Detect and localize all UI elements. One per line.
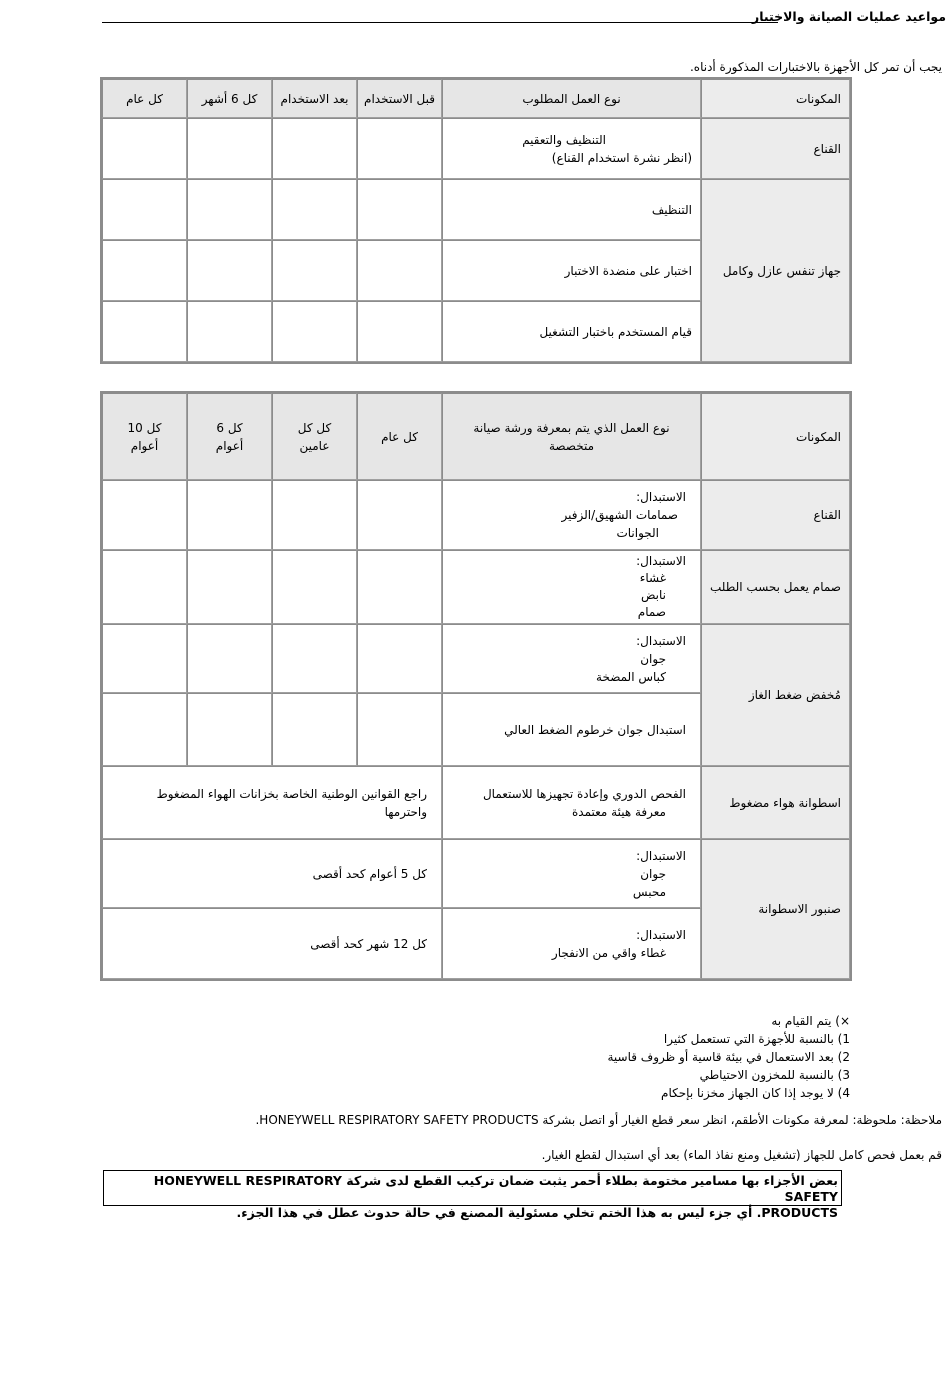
remark-text: ملاحظة: ملحوظة: لمعرفة مكونات الأطقم، انظر سعر قطع الغيار أو اتصل بشركة HONEYWELL RESPIRATORY SAFETY PRODUCTS. — [255, 1113, 942, 1127]
component-air-cylinder: اسطوانة هواء مضغوط — [701, 766, 850, 839]
component-cylinder-valve: صنبور الاسطوانة — [701, 839, 850, 979]
cell — [187, 550, 272, 624]
component-pressure-reducer: مُخفض ضغط الغاز — [701, 624, 850, 766]
warning-line: بعض الأجزاء بها مسامير مختومة بطلاء أحمر يثبت ضمان تركيب القطع لدى شركة HONEYWELL RESPIRATORY SAFETY — [153, 1173, 838, 1204]
header-after-use: بعد الاستخدام — [272, 79, 357, 118]
check-instruction: قم بعمل فحص كامل للجهاز (تشغيل ومنع نفاذ الماء) بعد أي استبدال لقطع الغيار. — [541, 1148, 942, 1162]
cell — [102, 693, 187, 766]
table-row — [102, 624, 850, 693]
table-row — [102, 839, 850, 908]
cell — [357, 301, 442, 362]
cell — [357, 693, 442, 766]
header-work-type: نوع العمل المطلوب — [442, 79, 701, 118]
table-row — [102, 480, 850, 550]
cell — [357, 624, 442, 693]
cell — [272, 301, 357, 362]
cell — [272, 240, 357, 301]
header-every-year: كل عام — [357, 393, 442, 480]
table-row — [102, 550, 850, 624]
header-every-10-years: كل 10 أعوام — [102, 393, 187, 480]
cell — [357, 118, 442, 179]
component-mask: القناع — [701, 480, 850, 550]
intro-text: يجب أن تمر كل الأجهزة بالاختبارات المذكورة أدناه. — [689, 60, 942, 74]
work-cell: اختبار على منضدة الاختبار — [442, 240, 701, 301]
header-every-year: كل عام — [102, 79, 187, 118]
cell — [187, 301, 272, 362]
footnote-item: ×) يتم القيام به — [771, 1014, 850, 1028]
header-components: المكونات — [701, 79, 850, 118]
cell — [187, 480, 272, 550]
title-underline — [102, 22, 778, 23]
header-every-6-years: كل 6 أعوام — [187, 393, 272, 480]
cell — [102, 118, 187, 179]
component-mask: القناع — [701, 118, 850, 179]
cell — [272, 550, 357, 624]
table-row — [102, 766, 850, 839]
span-cell: كل 12 شهر كحد أقصى — [102, 908, 442, 979]
maintenance-table-user — [100, 77, 852, 364]
cell — [187, 179, 272, 240]
warning-line: PRODUCTS. أي جزء ليس به هذا الختم تخلي مسئولية المصنع في حالة حدوث عطل في هذا الجزء. — [236, 1205, 838, 1220]
cell — [357, 550, 442, 624]
cell — [187, 240, 272, 301]
cell — [272, 179, 357, 240]
table-row — [102, 179, 850, 240]
cell — [102, 179, 187, 240]
work-cell: استبدال جوان خرطوم الضغط العالي — [442, 693, 701, 766]
work-cell: التنظيف والتعقيم (انظر نشرة استخدام القناع) — [442, 118, 701, 179]
footnote-item: 3) بالنسبة للمخزون الاحتياطي — [699, 1068, 850, 1082]
footnote-item: 2) بعد الاستعمال في بيئة قاسية أو ظروف قاسية — [607, 1050, 850, 1064]
cell — [272, 480, 357, 550]
cell — [272, 118, 357, 179]
header-before-use: قبل الاستخدام — [357, 79, 442, 118]
maintenance-table-workshop — [100, 391, 852, 981]
cell — [187, 693, 272, 766]
work-cell: الاستبدال: جوان محبس — [442, 839, 701, 908]
work-cell: الاستبدال: غطاء واقي من الانفجار — [442, 908, 701, 979]
cell — [357, 240, 442, 301]
work-cell: الفحص الدوري وإعادة تجهيزها للاستعمال معرفة هيئة معتمدة — [442, 766, 701, 839]
cell — [102, 480, 187, 550]
work-cell: الاستبدال: غشاء نابض صمام — [442, 550, 701, 624]
header-components: المكونات — [701, 393, 850, 480]
component-demand-valve: صمام يعمل بحسب الطلب — [701, 550, 850, 624]
work-cell: قيام المستخدم باختبار التشغيل — [442, 301, 701, 362]
span-cell: كل 5 أعوام كحد أقصى — [102, 839, 442, 908]
footnotes — [607, 1012, 850, 1102]
table-row — [102, 118, 850, 179]
cell — [357, 480, 442, 550]
work-cell: الاستبدال: صمامات الشهيق/الزفير الجوانات — [442, 480, 701, 550]
cell — [102, 550, 187, 624]
header-every-2-years: كل كل عامين — [272, 393, 357, 480]
footnote-item: 4) لا يوجد إذا كان الجهاز مخزنا بإحكام — [661, 1086, 850, 1100]
cell — [102, 301, 187, 362]
header-every-6-months: كل 6 أشهر — [187, 79, 272, 118]
cell — [102, 624, 187, 693]
work-cell: الاستبدال: جوان كباس المضخة — [442, 624, 701, 693]
component-apparatus: جهاز تنفس عازل وكامل — [701, 179, 850, 362]
warning-box — [103, 1170, 842, 1220]
work-cell: التنظيف — [442, 179, 701, 240]
span-cell: راجع القوانين الوطنية الخاصة بخزانات الهواء المضغوط واحترمها — [102, 766, 442, 839]
cell — [187, 624, 272, 693]
page-title: مواعيد عمليات الصيانة والاختبار — [752, 9, 946, 24]
cell — [187, 118, 272, 179]
cell — [357, 179, 442, 240]
cell — [272, 693, 357, 766]
cell — [102, 240, 187, 301]
header-workshop-work: نوع العمل الذي يتم بمعرفة ورشة صيانة متخصصة — [442, 393, 701, 480]
footnote-item: 1) بالنسبة للأجهزة التي تستعمل كثيرا — [663, 1032, 850, 1046]
cell — [272, 624, 357, 693]
